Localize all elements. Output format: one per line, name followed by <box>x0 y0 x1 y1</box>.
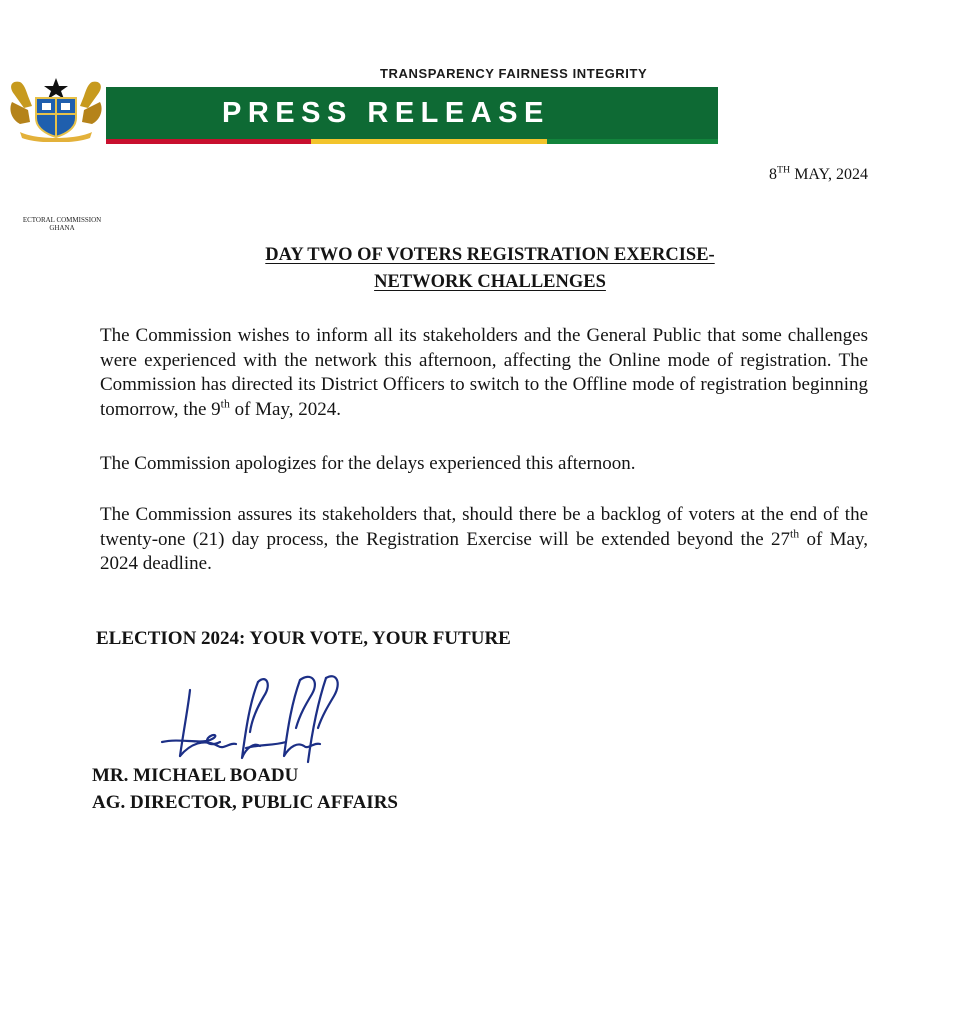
logo-caption: ECTORAL COMMISSION GHANA <box>22 216 102 232</box>
signatory-name: MR. MICHAEL BOADU <box>92 765 299 786</box>
release-date <box>769 166 868 184</box>
paragraph-network-challenges <box>100 324 868 422</box>
election-slogan: ELECTION 2024: YOUR VOTE, YOUR FUTURE <box>96 628 511 649</box>
paragraph-1-text: The Commission wishes to inform all its stakeholders and the General Public that some challenges were experienced with the network this afternoon, affecting the Online mode of registration. The Commission has directed its District Officers to switch to the Offline mode of registration beginning tomorrow, the 9 <box>100 325 868 420</box>
headline-line-2: NETWORK CHALLENGES <box>374 272 606 292</box>
motto: TRANSPARENCY FAIRNESS INTEGRITY <box>380 66 648 81</box>
headline <box>120 242 860 296</box>
flag-stripe-gold <box>311 139 547 144</box>
press-release-banner <box>106 87 718 139</box>
paragraph-1-sup: th <box>220 397 230 411</box>
flag-stripe-green <box>547 139 718 144</box>
date-month-year: MAY, 2024 <box>790 166 868 183</box>
ec-coat-of-arms-logo <box>6 76 106 232</box>
paragraph-extension <box>100 503 868 577</box>
paragraph-3-end: of May, 2024 deadline. <box>100 528 869 574</box>
paragraph-apology: The Commission apologizes for the delays experienced this afternoon. <box>100 453 636 474</box>
flag-stripe-red <box>106 139 311 144</box>
signatory-title: AG. DIRECTOR, PUBLIC AFFAIRS <box>92 792 398 813</box>
date-day: 8 <box>768 166 777 183</box>
banner-title: PRESS RELEASE <box>222 97 550 129</box>
paragraph-3-sup: th <box>790 527 800 541</box>
paragraph-3-text: The Commission assures its stakeholders that, should there be a backlog of voters at the end of the twenty-one (21) day process, the Registration Exercise will be extended beyond the 27 <box>100 504 868 550</box>
date-suffix: TH <box>776 164 791 176</box>
coat-of-arms-icon <box>6 76 106 142</box>
headline-line-1: DAY TWO OF VOTERS REGISTRATION EXERCISE- <box>265 245 715 265</box>
paragraph-1-end: of May, 2024. <box>229 398 341 420</box>
